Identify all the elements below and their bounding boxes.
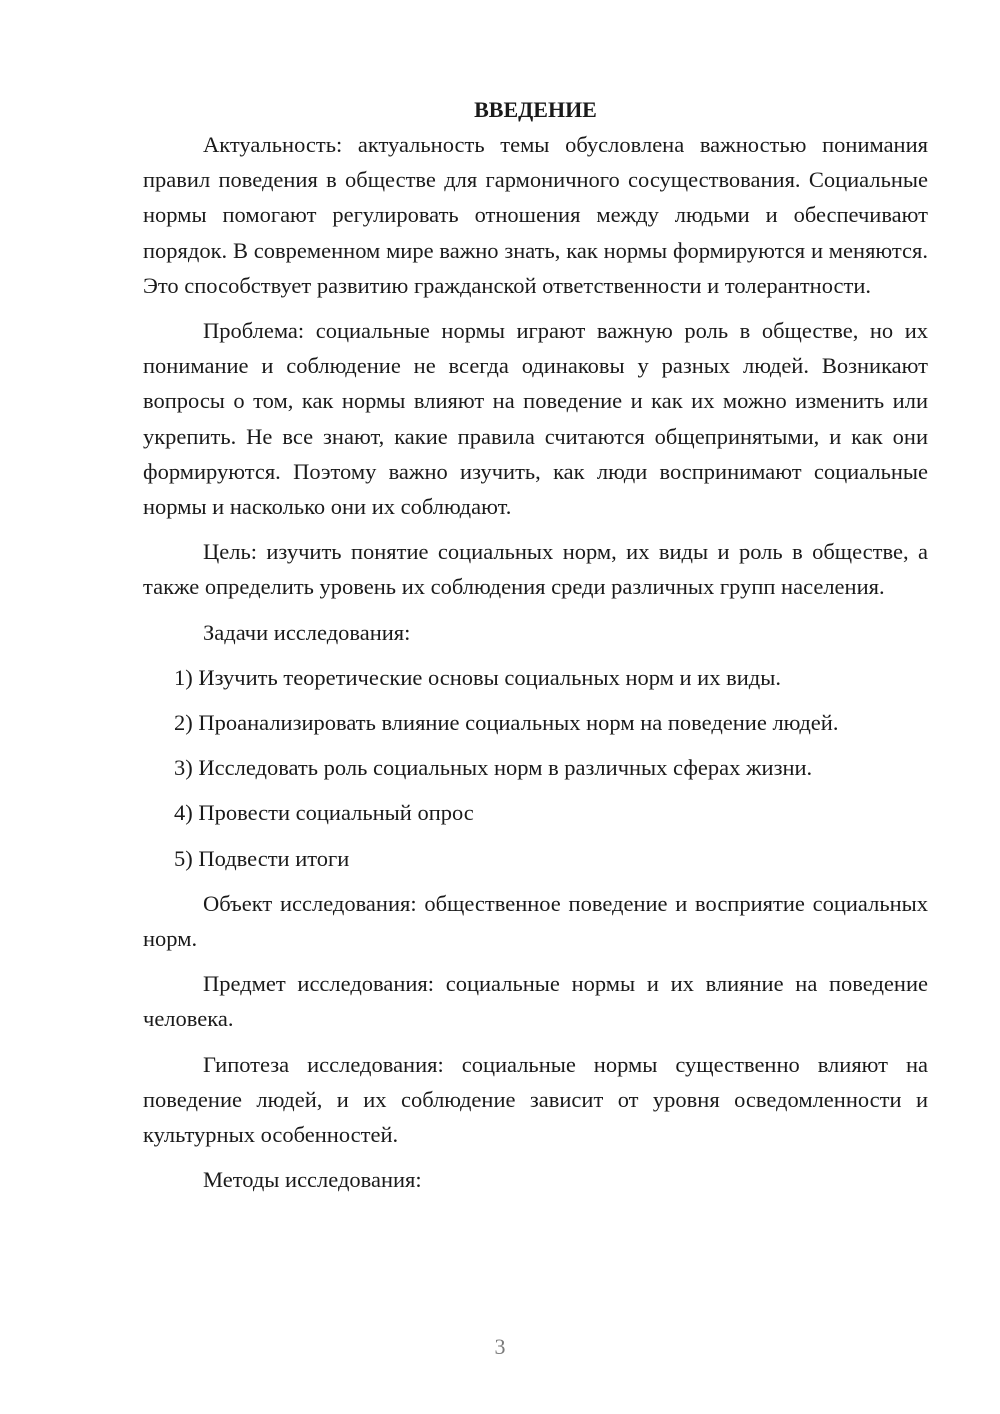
list-item: 5) Подвести итоги bbox=[174, 845, 350, 871]
list-item: 3) Исследовать роль социальных норм в различных сферах жизни. bbox=[174, 755, 813, 781]
page-title: ВВЕДЕНИЕ bbox=[474, 97, 597, 122]
object-paragraph: Объект исследования: общественное поведение и восприятие социальных норм. bbox=[143, 890, 928, 952]
goal-paragraph: Цель: изучить понятие социальных норм, их виды и роль в обществе, а также определить уровень их соблюдения среди различных групп населения. bbox=[143, 539, 928, 600]
methods-heading: Методы исследования: bbox=[203, 1167, 422, 1193]
tasks-list bbox=[143, 660, 928, 876]
page-number: 3 bbox=[494, 1334, 506, 1359]
subject-paragraph: Предмет исследования: социальные нормы и их влияние на поведение человека. bbox=[143, 971, 928, 1032]
hypothesis-paragraph: Гипотеза исследования: социальные нормы существенно влияют на поведение людей, и их соблюдение зависит от уровня осведомленности и культурных особенностей. bbox=[143, 1051, 928, 1148]
list-item: 1) Изучить теоретические основы социальных норм и их виды. bbox=[174, 664, 781, 690]
problem-paragraph: Проблема: социальные нормы играют важную роль в обществе, но их понимание и соблюдение не всегда одинаковы у разных людей. Возникают вопросы о том, как нормы влияют на поведение и как их можно изменить или укрепить. Не все знают, какие правила считаются общепринятыми, и как они формируются. Поэтому важно изучить, как люди воспринимают социальные нормы и насколько они их соблюдают. bbox=[143, 318, 928, 520]
document-page bbox=[143, 92, 928, 1207]
list-item: 4) Провести социальный опрос bbox=[174, 800, 474, 826]
tasks-heading: Задачи исследования: bbox=[203, 619, 411, 645]
relevance-paragraph: Актуальность: актуальность темы обусловлена важностью понимания правил поведения в обществе для гармоничного сосуществования. Социальные нормы помогают регулировать отношения между людьми и обеспечивают порядок. В современном мире важно знать, как нормы формируются и меняются. Это способствует развитию гражданской ответственности и толерантности. bbox=[143, 132, 928, 298]
list-item: 2) Проанализировать влияние социальных норм на поведение людей. bbox=[174, 710, 839, 736]
